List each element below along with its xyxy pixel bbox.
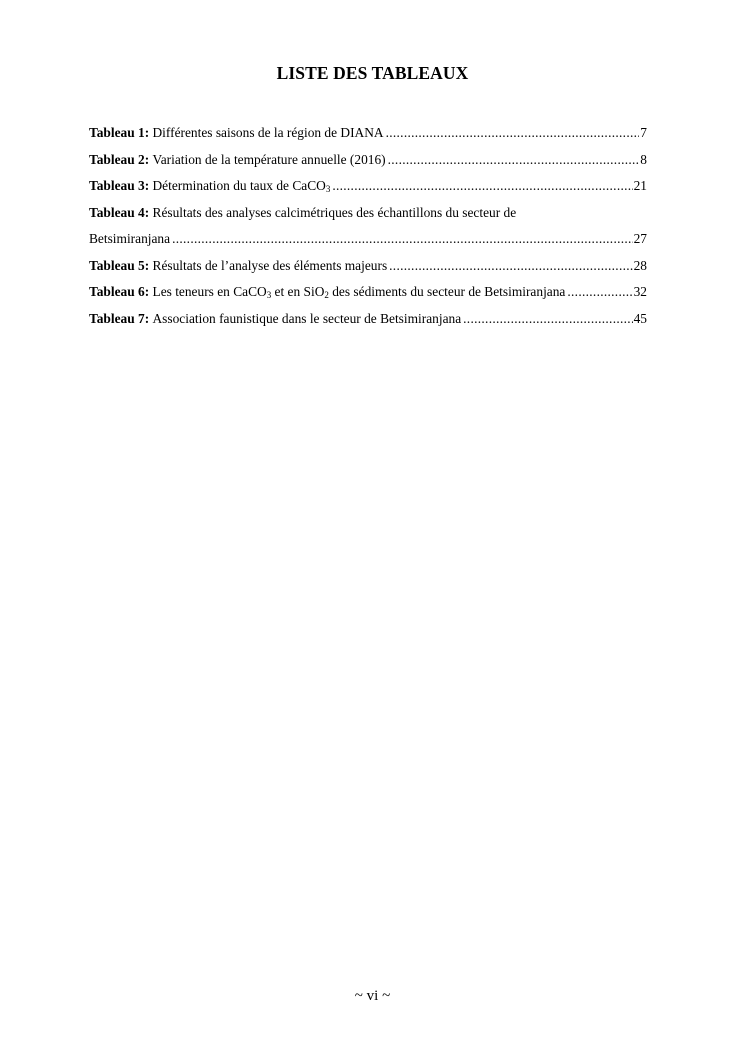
toc-entry-page: 45 — [633, 310, 647, 326]
toc-entry-label: Tableau 3: — [89, 178, 150, 193]
subscript: 3 — [266, 290, 272, 300]
page-number: ~ vi ~ — [354, 988, 391, 1004]
toc-entry-label: Tableau 6: — [89, 284, 150, 299]
page-title: LISTE DES TABLEAUX — [276, 63, 469, 83]
toc-entry-page: 27 — [633, 231, 647, 246]
toc-entry-page: 7 — [640, 125, 647, 140]
subscript: 3 — [325, 184, 331, 194]
toc-leader-dots — [567, 279, 632, 306]
toc-entry-tableau-5[interactable] — [89, 253, 647, 280]
toc-entry-title — [153, 279, 566, 306]
toc-entry-title: Variation de la température annuelle (2016) — [152, 151, 386, 167]
toc-entry-tableau-4[interactable] — [89, 200, 647, 253]
toc-entry-label: Tableau 5: — [89, 257, 150, 273]
toc-leader-dots — [172, 226, 633, 253]
toc-entry-tableau-2[interactable] — [89, 147, 647, 174]
toc-entry-title: Différentes saisons de la région de DIANA — [152, 125, 384, 140]
toc-entry-page: 8 — [640, 151, 647, 167]
toc-leader-dots — [332, 173, 632, 200]
toc-entry-title: Résultats de l’analyse des éléments majeurs — [152, 257, 388, 273]
toc-entry-title-text: des sédiments du secteur de Betsimiranjana — [328, 284, 566, 299]
toc-entry-title — [153, 173, 331, 200]
list-of-tables — [89, 120, 647, 332]
toc-entry-title-line2: Betsimiranjana — [89, 231, 171, 246]
toc-entry-tableau-7[interactable] — [89, 306, 647, 333]
toc-leader-dots — [389, 253, 632, 280]
toc-leader-dots — [388, 147, 640, 174]
toc-leader-dots — [386, 120, 640, 147]
toc-entry-title-text: Les teneurs en CaCO — [152, 284, 267, 299]
toc-entry-title-text: et en SiO — [271, 284, 325, 299]
toc-leader-dots — [463, 306, 632, 333]
toc-entry-title: Association faunistique dans le secteur de Betsimiranjana — [152, 310, 462, 326]
toc-entry-tableau-3[interactable] — [89, 173, 647, 200]
toc-entry-label: Tableau 4: — [89, 204, 150, 220]
toc-entry-tableau-1[interactable] — [89, 120, 647, 147]
toc-entry-title-line1: Résultats des analyses calcimétriques des échantillons du secteur de — [152, 204, 517, 220]
toc-entry-page: 32 — [633, 284, 647, 299]
toc-entry-tableau-6[interactable] — [89, 279, 647, 306]
toc-entry-title-text: Détermination du taux de CaCO — [152, 178, 326, 193]
toc-entry-label: Tableau 2: — [89, 151, 150, 167]
toc-entry-page: 28 — [633, 257, 647, 273]
subscript: 2 — [324, 290, 329, 300]
toc-entry-page: 21 — [633, 178, 647, 193]
toc-entry-label: Tableau 7: — [89, 310, 150, 326]
toc-entry-label: Tableau 1: — [89, 125, 150, 140]
